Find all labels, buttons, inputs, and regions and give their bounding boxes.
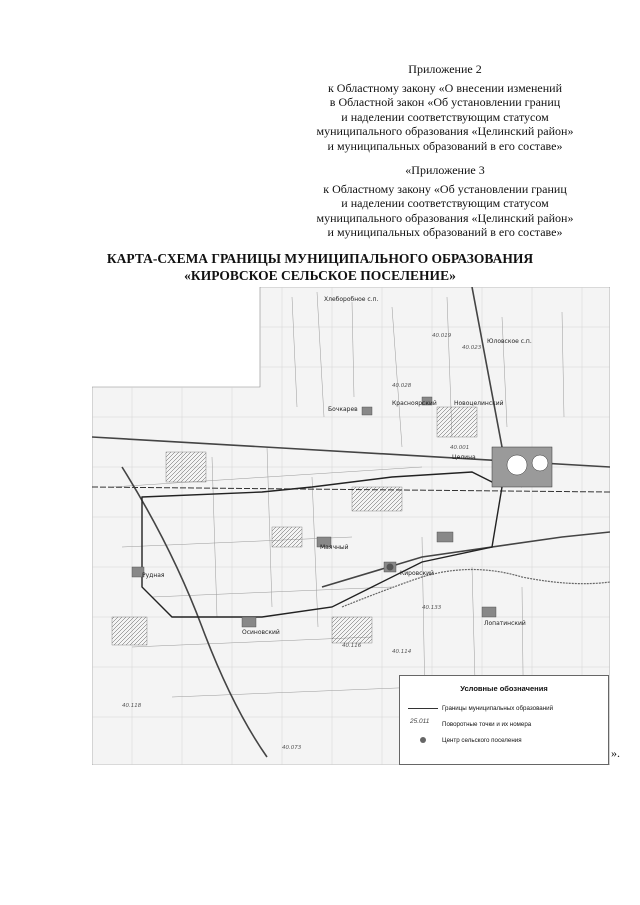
point-label: 40.073: [282, 745, 302, 751]
legend-boundary-label: Границы муниципальных образований: [442, 704, 554, 712]
point-label: 40.118: [122, 703, 142, 709]
closing-quote: ».: [611, 746, 620, 760]
map-legend: [399, 675, 609, 765]
legend-title: Условные обозначения: [460, 684, 548, 693]
label-novoselinskiy: Новоцелинский: [454, 400, 504, 407]
label-rudnaya: Рудная: [142, 572, 165, 579]
label-kirovskiy: Кировский: [400, 570, 434, 577]
legend-center-label: Центр сельского поселения: [442, 736, 522, 744]
label-tselina: Целина: [452, 454, 476, 461]
legend-row-boundary: [408, 702, 604, 714]
label-krasnoyarskiy: Красноярский: [392, 400, 437, 407]
legend-row-turning-points: [408, 718, 604, 730]
label-yulovskoe: Юловское с.п.: [487, 338, 532, 345]
point-label: 40.001: [450, 445, 470, 451]
appendix-2-line: муниципального образования «Целинский район»: [316, 124, 574, 138]
appendix-3-line: и наделении соответствующим статусом: [341, 196, 549, 210]
label-lopatinsky: Лопатинский: [484, 620, 526, 627]
appendix-3-line: и муниципальных образований в его составе»: [327, 225, 563, 239]
legend-row-center: [408, 734, 604, 746]
settlement-center-marker: [387, 564, 394, 571]
point-label: 40.116: [342, 643, 362, 649]
appendix-3-line: к Областному закону «Об установлении границ: [323, 181, 567, 196]
turning-point-symbol: [408, 718, 442, 730]
label-mayak: Маячный: [320, 544, 349, 551]
appendix-3-block: [280, 163, 610, 240]
appendix-2-line: к Областному закону «О внесении изменений: [327, 80, 563, 95]
point-label: 40.019: [432, 333, 452, 339]
label-vinogradny: Бочкарев: [328, 406, 358, 413]
title-line-1: КАРТА-СХЕМА ГРАНИЦЫ МУНИЦИПАЛЬНОГО ОБРАЗОВАНИЯ: [106, 251, 534, 266]
label-osinovsky: Осиновский: [242, 629, 280, 636]
appendix-2-block: [280, 62, 610, 153]
town-tselina: [492, 447, 552, 487]
boundary-line-symbol: [408, 702, 442, 714]
point-label: 40.114: [392, 649, 412, 655]
point-label: 40.023: [462, 345, 482, 351]
appendix-2-line: в Областной закон «Об установлении границ: [329, 95, 561, 109]
label-hleborobnoe: Хлеборобное с.п.: [324, 296, 379, 303]
appendix-2-heading: Приложение 2: [408, 62, 482, 76]
document-title: [0, 250, 640, 284]
legend-sample-number: 25.011: [410, 718, 430, 725]
title-line-2: «КИРОВСКОЕ СЕЛЬСКОЕ ПОСЕЛЕНИЕ»: [184, 268, 456, 283]
appendix-3-heading: «Приложение 3: [405, 163, 485, 177]
appendix-3-line: муниципального образования «Целинский район»: [316, 210, 574, 225]
point-label: 40.133: [422, 605, 442, 611]
legend-turning-points-label: Поворотные точки и их номера: [442, 720, 532, 728]
point-label: 40.028: [392, 383, 412, 389]
appendix-2-line: и муниципальных образований в его составе»: [327, 138, 563, 153]
appendix-2-line: и наделении соответствующим статусом: [341, 109, 549, 124]
center-dot-icon: [408, 734, 442, 746]
